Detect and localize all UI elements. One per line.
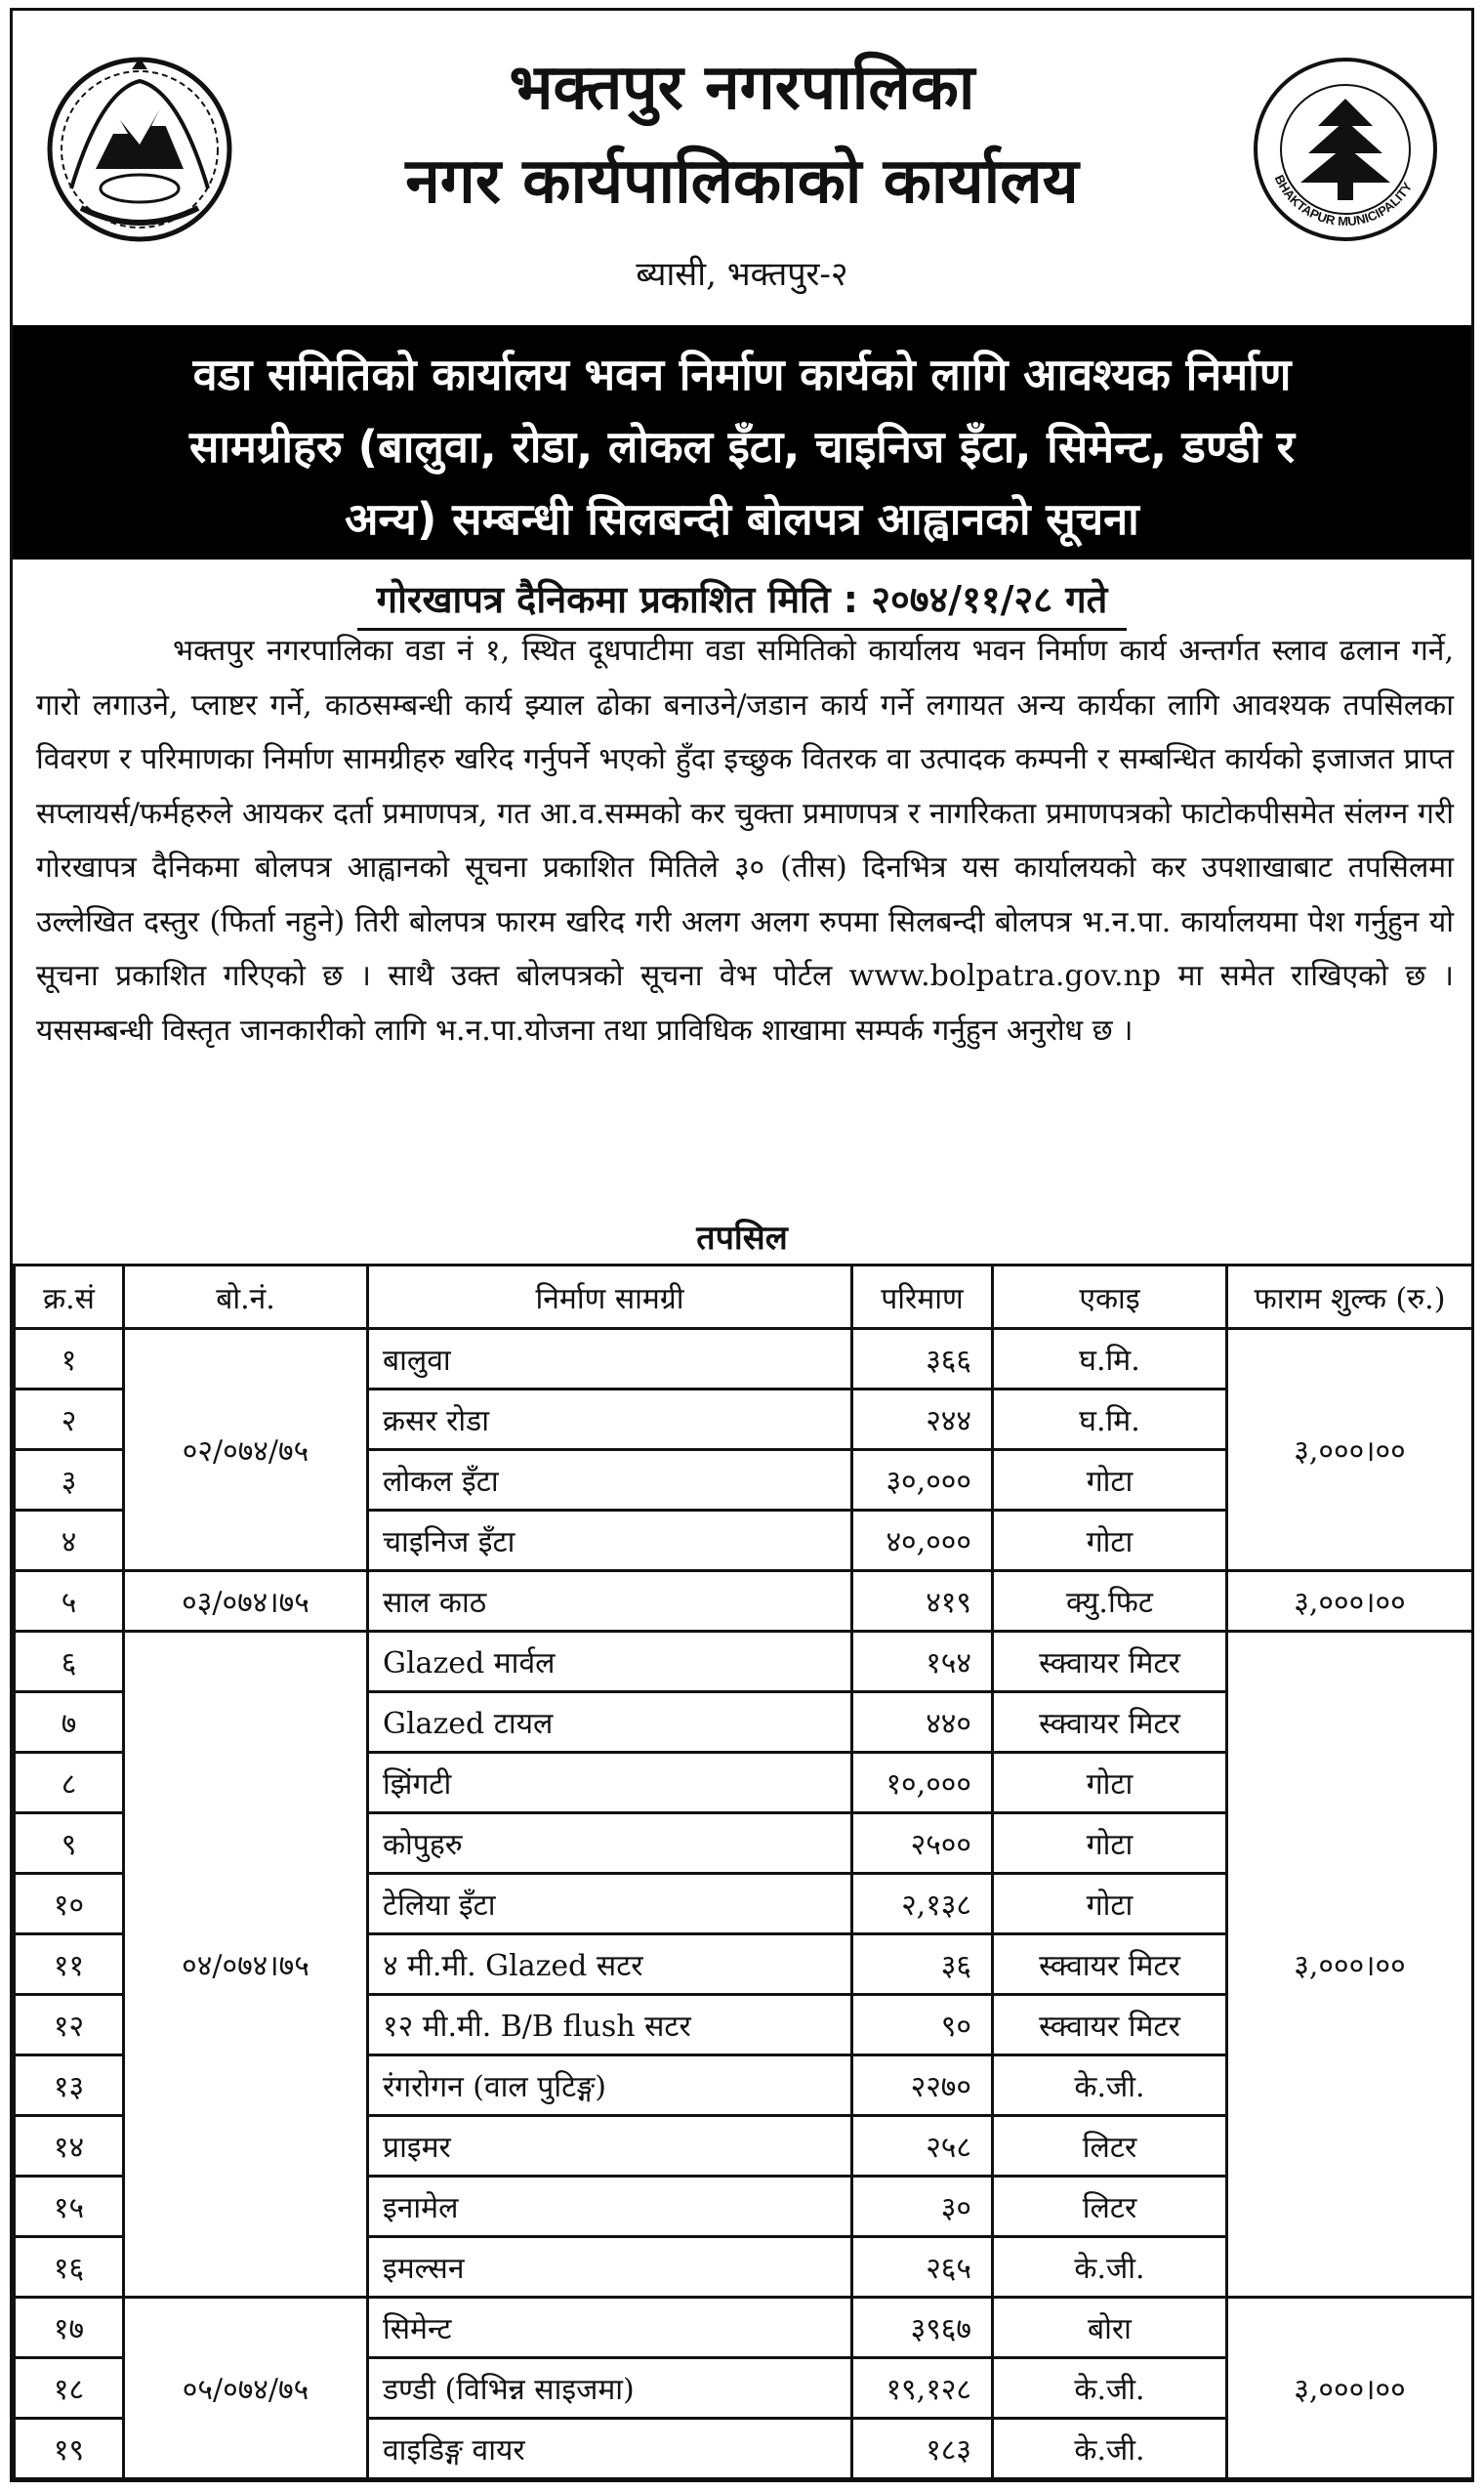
material-quantity: १८३ — [852, 2419, 993, 2479]
material-name: लोकल इँटा — [368, 1450, 852, 1511]
material-unit: घ.मि. — [993, 1329, 1227, 1390]
material-name: झिंगटी — [368, 1753, 852, 1813]
schedule-table — [13, 1264, 1474, 2480]
material-name: साल काठ — [368, 1571, 852, 1632]
material-quantity: १९,१२८ — [852, 2358, 993, 2419]
publication-date-line — [13, 573, 1471, 631]
row-sn: ११ — [15, 1934, 124, 1995]
row-sn: १३ — [15, 2055, 124, 2116]
material-quantity: २२७० — [852, 2055, 993, 2116]
row-sn: १ — [15, 1329, 124, 1390]
bid-number: ०४/०७४।७५ — [124, 1632, 368, 2298]
office-address: ब्यासी, भक्तपुर-२ — [636, 255, 848, 294]
material-unit: क्यु.फिट — [993, 1571, 1227, 1632]
column-header-material: निर्माण सामग्री — [368, 1266, 852, 1329]
material-quantity: १५४ — [852, 1632, 993, 1692]
row-sn: ९ — [15, 1813, 124, 1874]
table-row — [15, 1571, 1473, 1632]
material-quantity: ३०,००० — [852, 1450, 993, 1511]
material-unit: के.जी. — [993, 2358, 1227, 2419]
material-unit: स्क्वायर मिटर — [993, 1934, 1227, 1995]
material-unit: गोटा — [993, 1753, 1227, 1813]
material-quantity: ३६ — [852, 1934, 993, 1995]
material-name: प्राइमर — [368, 2116, 852, 2177]
bid-number: ०२/०७४/७५ — [124, 1329, 368, 1571]
material-quantity: २५८ — [852, 2116, 993, 2177]
row-sn: १६ — [15, 2237, 124, 2298]
row-sn: १५ — [15, 2177, 124, 2237]
material-name: रंगरोगन (वाल पुटिङ्ग) — [368, 2055, 852, 2116]
form-fee: ३,०००।०० — [1227, 2298, 1473, 2479]
table-row — [15, 1632, 1473, 1692]
material-unit: के.जी. — [993, 2237, 1227, 2298]
banner-line-3: अन्य) सम्बन्धी सिलबन्दी बोलपत्र आह्वानको सूचना — [345, 493, 1139, 545]
bid-number: ०५/०७४/७५ — [124, 2298, 368, 2479]
material-unit: घ.मि. — [993, 1390, 1227, 1450]
material-quantity: ४०,००० — [852, 1511, 993, 1571]
material-unit: लिटर — [993, 2177, 1227, 2237]
row-sn: १८ — [15, 2358, 124, 2419]
form-fee: ३,०००।०० — [1227, 1632, 1473, 2298]
material-unit: के.जी. — [993, 2419, 1227, 2479]
banner-line-2: सामग्रीहरु (बालुवा, रोडा, लोकल इँटा, चाइनिज इँटा, सिमेन्ट, डण्डी र — [188, 421, 1295, 473]
form-fee: ३,०००।०० — [1227, 1571, 1473, 1632]
table-header-row — [15, 1266, 1473, 1329]
material-unit: गोटा — [993, 1813, 1227, 1874]
row-sn: २ — [15, 1390, 124, 1450]
banner-line-1: वडा समितिको कार्यालय भवन निर्माण कार्यको लागि आवश्यक निर्माण — [192, 349, 1292, 400]
material-name: Glazed टायल — [368, 1692, 852, 1753]
material-unit: गोटा — [993, 1511, 1227, 1571]
row-sn: ५ — [15, 1571, 124, 1632]
form-fee: ३,०००।०० — [1227, 1329, 1473, 1571]
row-sn: ७ — [15, 1692, 124, 1753]
material-unit: बोरा — [993, 2298, 1227, 2358]
row-sn: १२ — [15, 1995, 124, 2055]
material-unit: लिटर — [993, 2116, 1227, 2177]
table-row — [15, 1329, 1473, 1390]
material-name: डण्डी (विभिन्न साइजमा) — [368, 2358, 852, 2419]
material-quantity: ३९६७ — [852, 2298, 993, 2358]
material-name: टेलिया इँटा — [368, 1874, 852, 1934]
column-header-unit: एकाइ — [993, 1266, 1227, 1329]
notice-header — [13, 11, 1471, 325]
material-name: सिमेन्ट — [368, 2298, 852, 2358]
row-sn: १९ — [15, 2419, 124, 2479]
material-quantity: २,१३८ — [852, 1874, 993, 1934]
material-unit: गोटा — [993, 1450, 1227, 1511]
notice-subject-banner — [13, 325, 1471, 560]
material-unit: स्क्वायर मिटर — [993, 1692, 1227, 1753]
row-sn: १७ — [15, 2298, 124, 2358]
material-quantity: २४४ — [852, 1390, 993, 1450]
column-header-quantity: परिमाण — [852, 1266, 993, 1329]
notice-page — [10, 8, 1474, 2482]
column-header-form-fee: फाराम शुल्क (रु.) — [1227, 1266, 1473, 1329]
table-row — [15, 2298, 1473, 2358]
row-sn: ३ — [15, 1450, 124, 1511]
office-title: नगर कार्यपालिकाको कार्यालय — [405, 145, 1079, 218]
row-sn: ४ — [15, 1511, 124, 1571]
material-quantity: ३६६ — [852, 1329, 993, 1390]
material-quantity: ९० — [852, 1995, 993, 2055]
column-header-sn: क्र.सं — [15, 1266, 124, 1329]
row-sn: १० — [15, 1874, 124, 1934]
material-unit: गोटा — [993, 1874, 1227, 1934]
row-sn: ६ — [15, 1632, 124, 1692]
publication-date-text: गोरखापत्र दैनिकमा प्रकाशित मिति : २०७४/११/२८ गते — [357, 573, 1128, 631]
material-name: वाइडिङ्ग वायर — [368, 2419, 852, 2479]
material-name: क्रसर रोडा — [368, 1390, 852, 1450]
material-name: इमल्सन — [368, 2237, 852, 2298]
row-sn: १४ — [15, 2116, 124, 2177]
material-name: बालुवा — [368, 1329, 852, 1390]
column-header-bid-no: बो.नं. — [124, 1266, 368, 1329]
material-quantity: ४१९ — [852, 1571, 993, 1632]
material-quantity: २६५ — [852, 2237, 993, 2298]
material-name: १२ मी.मी. B/B flush सटर — [368, 1995, 852, 2055]
material-quantity: ४४० — [852, 1692, 993, 1753]
material-quantity: २५०० — [852, 1813, 993, 1874]
logo-caption: BHAKTAPUR MUNICIPALITY — [1271, 172, 1416, 229]
notice-paragraph: भक्तपुर नगरपालिका वडा नं १, स्थित दूधपाटीमा वडा समितिको कार्यालय भवन निर्माण कार्य अन्तर्गत स्लाव ढलान गर्ने, गारो लगाउने, प्लाष्टर गर्ने, काठसम्बन्धी कार्य झ्याल ढोका बनाउने/जडान कार्य गर्ने लगायत अन्य कार्यका लागि आवश्यक तपसिलका विवरण र परिमाणका निर्माण सामग्रीहरु खरिद गर्नुपर्ने भएको हुँदा इच्छुक वितरक वा उत्पादक कम्पनी र सम्बन्धित कार्यको इजाजत प्राप्त सप्लायर्स/फर्महरुले आयकर दर्ता प्रमाणपत्र, गत आ.व.सम्मको कर चुक्ता प्रमाणपत्र र नागरिकता प्रमाणपत्रको फाटोकपीसमेत संलग्न गरी गोरखापत्र दैनिकमा बोलपत्र आह्वानको सूचना प्रकाशित मितिले ३० (तीस) दिनभित्र यस कार्यालयको कर उपशाखाबाट तपसिलमा उल्लेखित दस्तुर (फिर्ता नहुने) तिरी बोलपत्र फारम खरिद गरी अलग अलग रुपमा सिलबन्दी बोलपत्र भ.न.पा. कार्यालयमा पेश गर्नुहुन यो सूचना प्रकाशित गरिएको छ । साथै उक्त बोलपत्रको सूचना वेभ पोर्टल www.bolpatra.gov.np मा समेत राखिएको छ । यससम्बन्धी विस्तृत जानकारीको लागि भ.न.पा.योजना तथा प्राविधिक शाखामा सम्पर्क गर्नुहुन अनुरोध छ । — [36, 634, 1454, 1048]
material-name: Glazed मार्वल — [368, 1632, 852, 1692]
material-name: ४ मी.मी. Glazed सटर — [368, 1934, 852, 1995]
material-quantity: ३० — [852, 2177, 993, 2237]
material-name: इनामेल — [368, 2177, 852, 2237]
material-unit: के.जी. — [993, 2055, 1227, 2116]
material-unit: स्क्वायर मिटर — [993, 1632, 1227, 1692]
bhaktapur-municipality-logo-icon — [1248, 52, 1443, 247]
bid-number: ०३/०७४।७५ — [124, 1571, 368, 1632]
material-name: चाइनिज इँटा — [368, 1511, 852, 1571]
material-name: कोपुहरु — [368, 1813, 852, 1874]
material-unit: स्क्वायर मिटर — [993, 1995, 1227, 2055]
material-quantity: १०,००० — [852, 1753, 993, 1813]
schedule-title: तपसिल — [696, 1219, 788, 1258]
row-sn: ८ — [15, 1753, 124, 1813]
municipality-title: भक्तपुर नगरपालिका — [509, 52, 975, 124]
